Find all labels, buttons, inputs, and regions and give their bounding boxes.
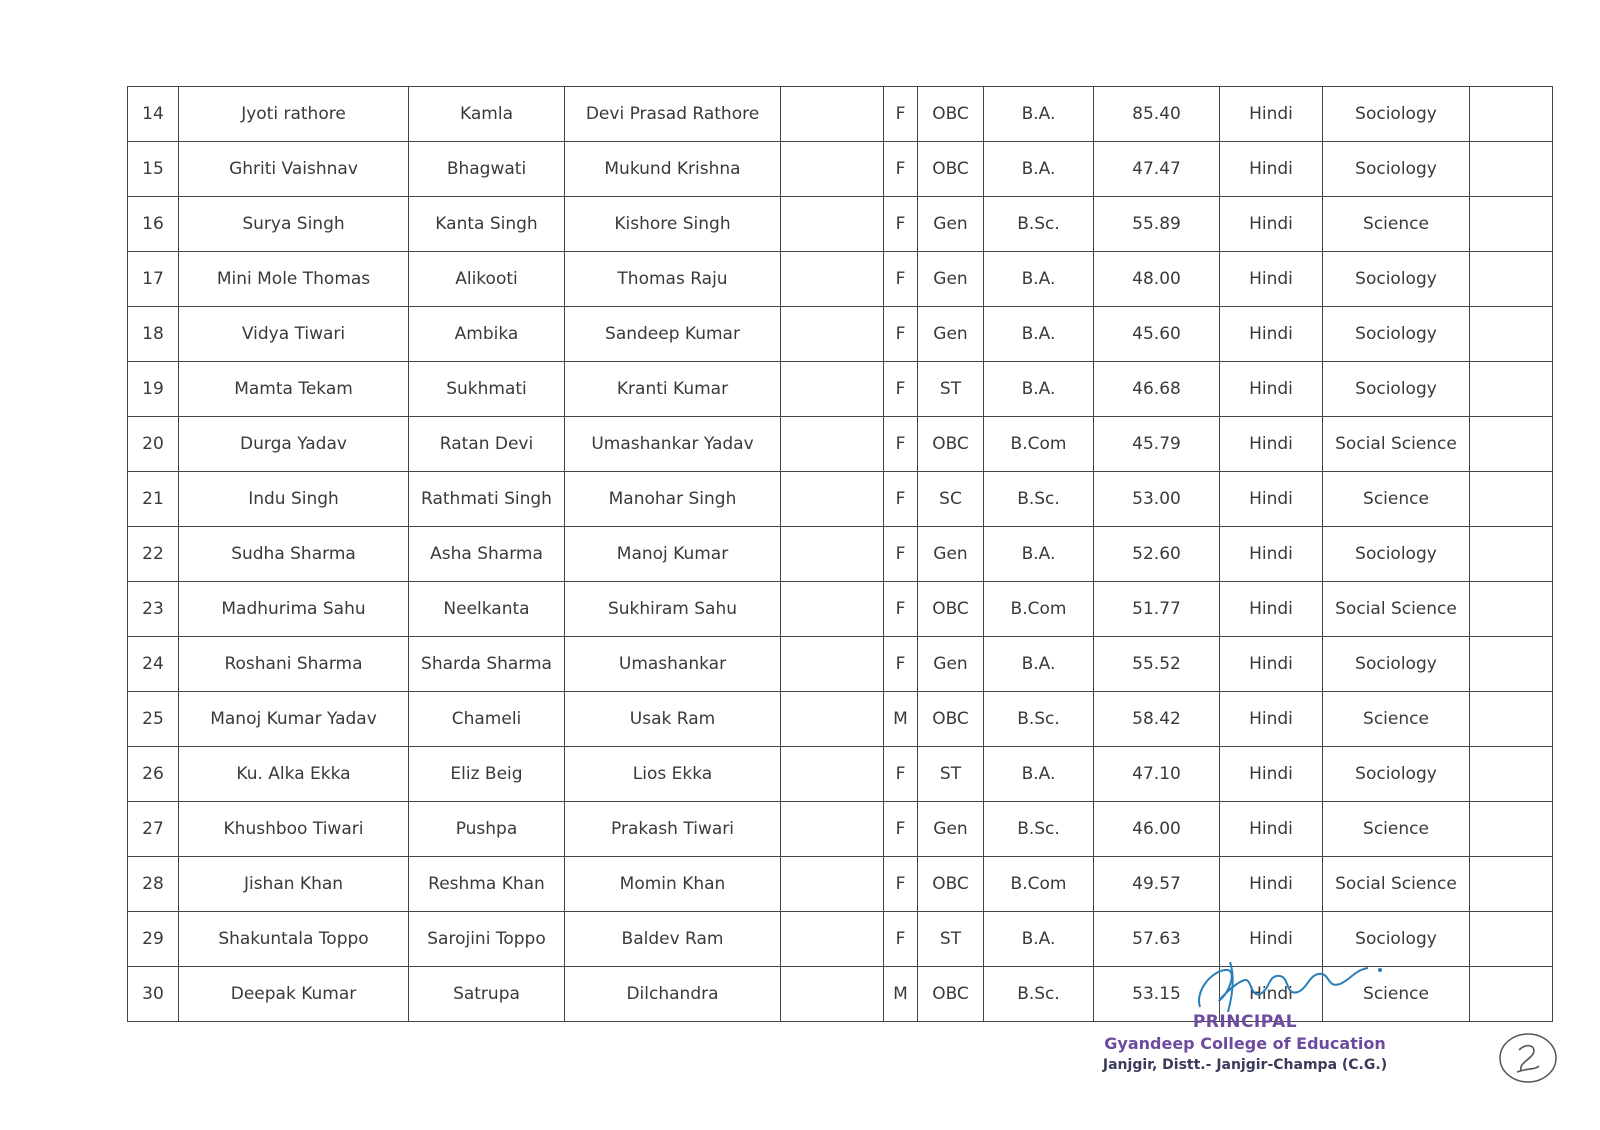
sno-cell: 19 [128, 362, 179, 417]
category-cell: OBC [918, 692, 984, 747]
sno-cell: 24 [128, 637, 179, 692]
mother-name-cell: Reshma Khan [409, 857, 565, 912]
mother-name-cell: Pushpa [409, 802, 565, 857]
subject-cell: Social Science [1323, 417, 1470, 472]
father-name-cell: Usak Ram [565, 692, 781, 747]
gender-cell: F [884, 802, 918, 857]
blank-cell [781, 582, 884, 637]
medium-cell: Hindi [1220, 417, 1323, 472]
gender-cell: F [884, 912, 918, 967]
table-row [128, 637, 1553, 692]
father-name-cell: Lios Ekka [565, 747, 781, 802]
medium-cell: Hindi [1220, 582, 1323, 637]
name-cell: Madhurima Sahu [179, 582, 409, 637]
sno-cell: 22 [128, 527, 179, 582]
table-row [128, 692, 1553, 747]
stamp-title: PRINCIPAL [1192, 1012, 1298, 1032]
remarks-cell [1470, 637, 1553, 692]
remarks-cell [1470, 472, 1553, 527]
percentage-cell: 55.89 [1094, 197, 1220, 252]
table-row [128, 307, 1553, 362]
table-row [128, 142, 1553, 197]
medium-cell: Hindi [1220, 252, 1323, 307]
name-cell: Sudha Sharma [179, 527, 409, 582]
qualification-cell: B.Sc. [984, 802, 1094, 857]
mother-name-cell: Rathmati Singh [409, 472, 565, 527]
subject-cell: Sociology [1323, 747, 1470, 802]
blank-cell [781, 967, 884, 1022]
sno-cell: 26 [128, 747, 179, 802]
subject-cell: Science [1323, 802, 1470, 857]
category-cell: SC [918, 472, 984, 527]
category-cell: ST [918, 362, 984, 417]
medium-cell: Hindi [1220, 197, 1323, 252]
percentage-cell: 52.60 [1094, 527, 1220, 582]
father-name-cell: Dilchandra [565, 967, 781, 1022]
percentage-cell: 85.40 [1094, 87, 1220, 142]
category-cell: OBC [918, 142, 984, 197]
qualification-cell: B.A. [984, 142, 1094, 197]
gender-cell: F [884, 417, 918, 472]
medium-cell: Hindi [1220, 472, 1323, 527]
medium-cell: Hindi [1220, 527, 1323, 582]
subject-cell: Sociology [1323, 637, 1470, 692]
subject-cell: Sociology [1323, 252, 1470, 307]
table-row [128, 527, 1553, 582]
name-cell: Mamta Tekam [179, 362, 409, 417]
blank-cell [781, 527, 884, 582]
name-cell: Jishan Khan [179, 857, 409, 912]
category-cell: ST [918, 747, 984, 802]
blank-cell [781, 307, 884, 362]
qualification-cell: B.A. [984, 252, 1094, 307]
father-name-cell: Sandeep Kumar [565, 307, 781, 362]
gender-cell: F [884, 472, 918, 527]
percentage-cell: 46.00 [1094, 802, 1220, 857]
category-cell: Gen [918, 197, 984, 252]
mother-name-cell: Ambika [409, 307, 565, 362]
father-name-cell: Devi Prasad Rathore [565, 87, 781, 142]
medium-cell: Hindi [1220, 637, 1323, 692]
name-cell: Khushboo Tiwari [179, 802, 409, 857]
name-cell: Indu Singh [179, 472, 409, 527]
mother-name-cell: Alikooti [409, 252, 565, 307]
percentage-cell: 47.47 [1094, 142, 1220, 197]
name-cell: Deepak Kumar [179, 967, 409, 1022]
name-cell: Ghriti Vaishnav [179, 142, 409, 197]
subject-cell: Science [1323, 692, 1470, 747]
qualification-cell: B.Com [984, 417, 1094, 472]
blank-cell [781, 142, 884, 197]
category-cell: Gen [918, 637, 984, 692]
remarks-cell [1470, 307, 1553, 362]
mother-name-cell: Neelkanta [409, 582, 565, 637]
gender-cell: F [884, 747, 918, 802]
percentage-cell: 48.00 [1094, 252, 1220, 307]
name-cell: Ku. Alka Ekka [179, 747, 409, 802]
medium-cell: Hindi [1220, 692, 1323, 747]
percentage-cell: 53.15 [1094, 967, 1220, 1022]
blank-cell [781, 637, 884, 692]
table-row [128, 472, 1553, 527]
category-cell: ST [918, 912, 984, 967]
qualification-cell: B.Com [984, 582, 1094, 637]
percentage-cell: 55.52 [1094, 637, 1220, 692]
qualification-cell: B.Com [984, 857, 1094, 912]
subject-cell: Social Science [1323, 582, 1470, 637]
sno-cell: 27 [128, 802, 179, 857]
gender-cell: F [884, 307, 918, 362]
father-name-cell: Prakash Tiwari [565, 802, 781, 857]
percentage-cell: 51.77 [1094, 582, 1220, 637]
gender-cell: F [884, 582, 918, 637]
subject-cell: Science [1323, 472, 1470, 527]
mother-name-cell: Bhagwati [409, 142, 565, 197]
mother-name-cell: Ratan Devi [409, 417, 565, 472]
father-name-cell: Manoj Kumar [565, 527, 781, 582]
percentage-cell: 47.10 [1094, 747, 1220, 802]
qualification-cell: B.A. [984, 637, 1094, 692]
gender-cell: F [884, 142, 918, 197]
subject-cell: Sociology [1323, 307, 1470, 362]
qualification-cell: B.A. [984, 747, 1094, 802]
page-number-mark [1497, 1030, 1559, 1086]
category-cell: OBC [918, 967, 984, 1022]
percentage-cell: 45.60 [1094, 307, 1220, 362]
category-cell: Gen [918, 307, 984, 362]
blank-cell [781, 472, 884, 527]
remarks-cell [1470, 912, 1553, 967]
gender-cell: F [884, 87, 918, 142]
blank-cell [781, 802, 884, 857]
percentage-cell: 57.63 [1094, 912, 1220, 967]
student-rows [128, 87, 1553, 1022]
subject-cell: Science [1323, 197, 1470, 252]
father-name-cell: Kranti Kumar [565, 362, 781, 417]
remarks-cell [1470, 527, 1553, 582]
father-name-cell: Thomas Raju [565, 252, 781, 307]
medium-cell: Hindi [1220, 142, 1323, 197]
sno-cell: 30 [128, 967, 179, 1022]
sno-cell: 18 [128, 307, 179, 362]
table-row [128, 362, 1553, 417]
percentage-cell: 58.42 [1094, 692, 1220, 747]
sno-cell: 14 [128, 87, 179, 142]
father-name-cell: Sukhiram Sahu [565, 582, 781, 637]
qualification-cell: B.A. [984, 87, 1094, 142]
percentage-cell: 45.79 [1094, 417, 1220, 472]
table-row [128, 802, 1553, 857]
qualification-cell: B.Sc. [984, 692, 1094, 747]
sno-cell: 20 [128, 417, 179, 472]
remarks-cell [1470, 362, 1553, 417]
remarks-cell [1470, 967, 1553, 1022]
subject-cell: Social Science [1323, 857, 1470, 912]
table-row [128, 857, 1553, 912]
qualification-cell: B.A. [984, 307, 1094, 362]
mother-name-cell: Sarojini Toppo [409, 912, 565, 967]
remarks-cell [1470, 802, 1553, 857]
medium-cell: Hindi [1220, 362, 1323, 417]
gender-cell: M [884, 967, 918, 1022]
remarks-cell [1470, 197, 1553, 252]
table-row [128, 197, 1553, 252]
mother-name-cell: Satrupa [409, 967, 565, 1022]
gender-cell: M [884, 692, 918, 747]
blank-cell [781, 87, 884, 142]
blank-cell [781, 912, 884, 967]
father-name-cell: Kishore Singh [565, 197, 781, 252]
name-cell: Surya Singh [179, 197, 409, 252]
remarks-cell [1470, 142, 1553, 197]
father-name-cell: Baldev Ram [565, 912, 781, 967]
medium-cell: Hindi [1220, 307, 1323, 362]
student-list-sheet [127, 86, 1552, 1022]
sno-cell: 25 [128, 692, 179, 747]
father-name-cell: Mukund Krishna [565, 142, 781, 197]
subject-cell: Sociology [1323, 87, 1470, 142]
father-name-cell: Umashankar [565, 637, 781, 692]
father-name-cell: Umashankar Yadav [565, 417, 781, 472]
table-row [128, 582, 1553, 637]
category-cell: Gen [918, 252, 984, 307]
name-cell: Manoj Kumar Yadav [179, 692, 409, 747]
principal-stamp [1095, 1012, 1395, 1073]
medium-cell: Hindi [1220, 912, 1323, 967]
medium-cell: Hindi [1220, 967, 1323, 1022]
subject-cell: Science [1323, 967, 1470, 1022]
table-row [128, 87, 1553, 142]
qualification-cell: B.A. [984, 362, 1094, 417]
mother-name-cell: Sukhmati [409, 362, 565, 417]
subject-cell: Sociology [1323, 527, 1470, 582]
name-cell: Vidya Tiwari [179, 307, 409, 362]
medium-cell: Hindi [1220, 802, 1323, 857]
subject-cell: Sociology [1323, 142, 1470, 197]
blank-cell [781, 747, 884, 802]
sno-cell: 16 [128, 197, 179, 252]
category-cell: OBC [918, 582, 984, 637]
medium-cell: Hindi [1220, 87, 1323, 142]
remarks-cell [1470, 692, 1553, 747]
father-name-cell: Manohar Singh [565, 472, 781, 527]
table-row [128, 417, 1553, 472]
qualification-cell: B.A. [984, 527, 1094, 582]
remarks-cell [1470, 857, 1553, 912]
mother-name-cell: Chameli [409, 692, 565, 747]
gender-cell: F [884, 252, 918, 307]
mother-name-cell: Eliz Beig [409, 747, 565, 802]
blank-cell [781, 692, 884, 747]
category-cell: Gen [918, 802, 984, 857]
blank-cell [781, 362, 884, 417]
qualification-cell: B.Sc. [984, 197, 1094, 252]
stamp-institution: Gyandeep College of Education [1104, 1034, 1386, 1053]
gender-cell: F [884, 527, 918, 582]
medium-cell: Hindi [1220, 747, 1323, 802]
sno-cell: 29 [128, 912, 179, 967]
sno-cell: 17 [128, 252, 179, 307]
subject-cell: Sociology [1323, 912, 1470, 967]
table-row [128, 747, 1553, 802]
percentage-cell: 53.00 [1094, 472, 1220, 527]
name-cell: Mini Mole Thomas [179, 252, 409, 307]
blank-cell [781, 197, 884, 252]
gender-cell: F [884, 197, 918, 252]
mother-name-cell: Asha Sharma [409, 527, 565, 582]
qualification-cell: B.A. [984, 912, 1094, 967]
table-row [128, 252, 1553, 307]
category-cell: OBC [918, 857, 984, 912]
mother-name-cell: Sharda Sharma [409, 637, 565, 692]
remarks-cell [1470, 582, 1553, 637]
blank-cell [781, 252, 884, 307]
sno-cell: 21 [128, 472, 179, 527]
student-table [127, 86, 1553, 1022]
gender-cell: F [884, 362, 918, 417]
qualification-cell: B.Sc. [984, 967, 1094, 1022]
remarks-cell [1470, 87, 1553, 142]
mother-name-cell: Kamla [409, 87, 565, 142]
father-name-cell: Momin Khan [565, 857, 781, 912]
blank-cell [781, 417, 884, 472]
gender-cell: F [884, 857, 918, 912]
mother-name-cell: Kanta Singh [409, 197, 565, 252]
name-cell: Roshani Sharma [179, 637, 409, 692]
blank-cell [781, 857, 884, 912]
remarks-cell [1470, 417, 1553, 472]
qualification-cell: B.Sc. [984, 472, 1094, 527]
category-cell: Gen [918, 527, 984, 582]
name-cell: Durga Yadav [179, 417, 409, 472]
percentage-cell: 46.68 [1094, 362, 1220, 417]
sno-cell: 28 [128, 857, 179, 912]
remarks-cell [1470, 747, 1553, 802]
subject-cell: Sociology [1323, 362, 1470, 417]
name-cell: Shakuntala Toppo [179, 912, 409, 967]
percentage-cell: 49.57 [1094, 857, 1220, 912]
sno-cell: 15 [128, 142, 179, 197]
gender-cell: F [884, 637, 918, 692]
medium-cell: Hindi [1220, 857, 1323, 912]
category-cell: OBC [918, 87, 984, 142]
sno-cell: 23 [128, 582, 179, 637]
category-cell: OBC [918, 417, 984, 472]
name-cell: Jyoti rathore [179, 87, 409, 142]
remarks-cell [1470, 252, 1553, 307]
stamp-address: Janjgir, Distt.- Janjgir-Champa (C.G.) [1102, 1057, 1388, 1073]
